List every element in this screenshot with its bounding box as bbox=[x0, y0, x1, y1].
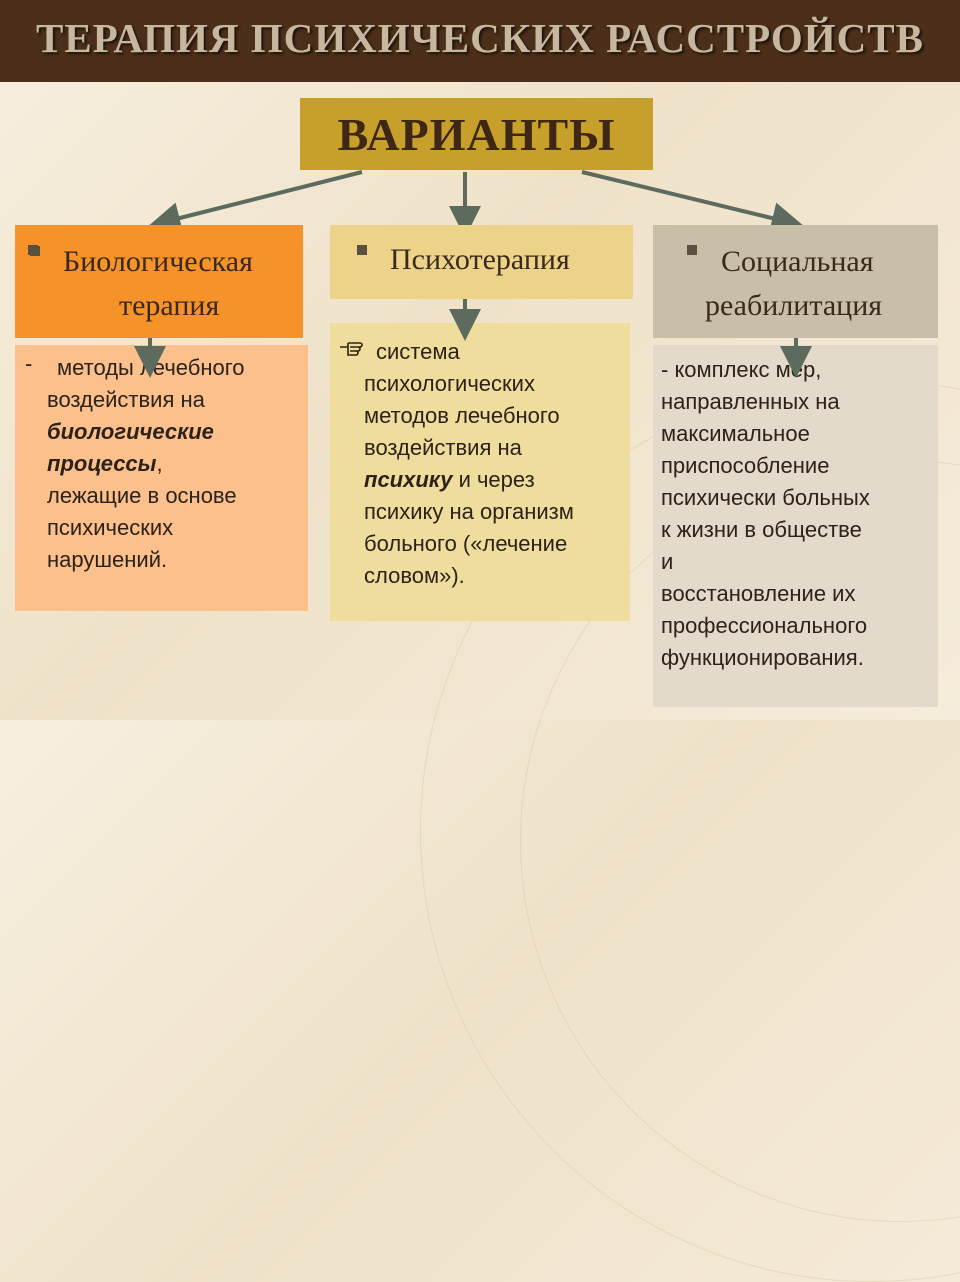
desc-line: направленных на bbox=[661, 389, 840, 414]
heading-line: реабилитация bbox=[705, 289, 883, 322]
desc-line: восстановление их bbox=[661, 581, 856, 606]
heading-line: терапия bbox=[119, 289, 220, 322]
heading-line: Психотерапия bbox=[390, 243, 570, 276]
desc-line-emphasis: биологические bbox=[47, 419, 214, 444]
desc-line: психических bbox=[47, 515, 174, 540]
desc-line: нарушений. bbox=[47, 547, 168, 572]
desc-line: словом»). bbox=[364, 563, 465, 588]
desc-line-emphasis: процессы, bbox=[47, 451, 163, 476]
desc-line: лежащие в основе bbox=[47, 483, 237, 508]
desc-line: и bbox=[661, 549, 674, 574]
desc-line: психику на организм bbox=[364, 499, 574, 524]
desc-line: больного («лечение bbox=[364, 531, 568, 556]
desc-line-emphasis: психику и через bbox=[364, 467, 535, 492]
desc-line: психически больных bbox=[661, 485, 870, 510]
desc-line: функционирования. bbox=[661, 645, 864, 670]
heading-line: Социальная bbox=[721, 245, 874, 278]
desc-line: - комплекс мер, bbox=[661, 357, 822, 382]
desc-line: воздействия на bbox=[47, 387, 205, 412]
desc-line: воздействия на bbox=[364, 435, 522, 460]
desc-line: к жизни в обществе bbox=[661, 517, 862, 542]
page-title: ТЕРАПИЯ ПСИХИЧЕСКИХ РАССТРОЙСТВ bbox=[36, 15, 924, 61]
desc-line: максимальное bbox=[661, 421, 810, 446]
heading-line: Биологическая bbox=[63, 245, 253, 278]
desc-line: профессионального bbox=[661, 613, 868, 638]
desc-line: методов лечебного bbox=[364, 403, 560, 428]
variants-label: ВАРИАНТЫ bbox=[337, 108, 616, 160]
desc-line: приспособление bbox=[661, 453, 830, 478]
desc-prefix: - bbox=[25, 351, 33, 376]
desc-line: психологических bbox=[364, 371, 535, 396]
desc-line: методы лечебного bbox=[57, 355, 245, 380]
desc-line: система bbox=[376, 339, 460, 364]
